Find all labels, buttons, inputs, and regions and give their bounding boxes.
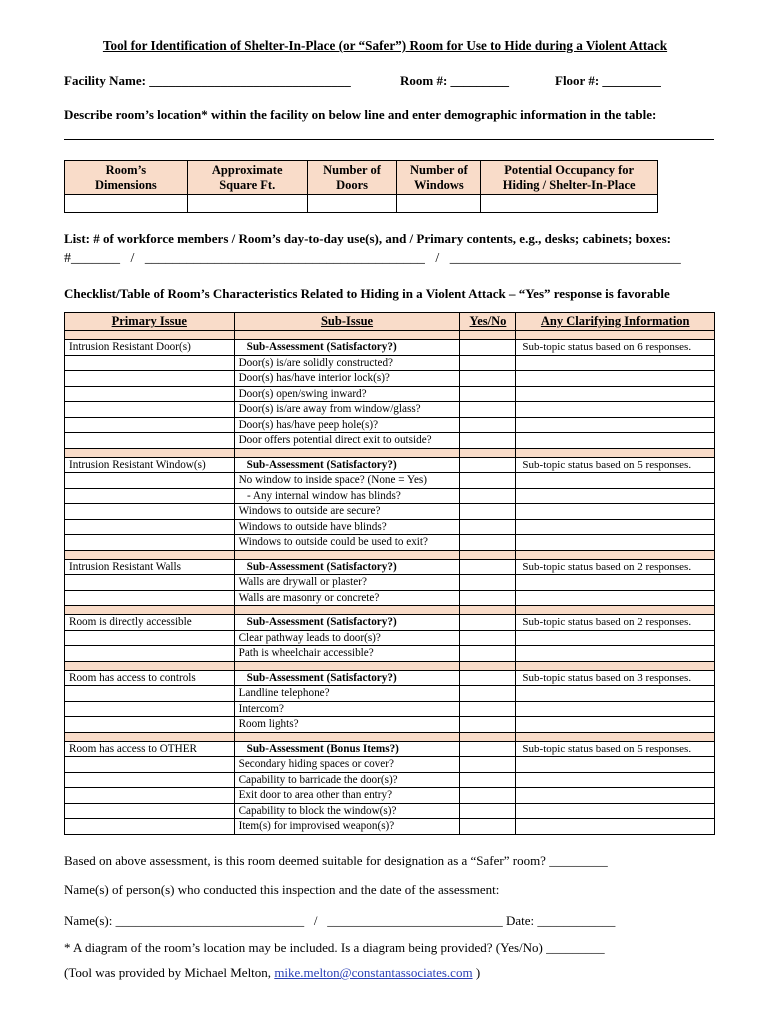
yes-no-cell[interactable]: [460, 559, 516, 575]
yes-no-cell[interactable]: [460, 488, 516, 504]
separator-cell: [460, 606, 516, 615]
primary-issue-cell: [65, 590, 235, 606]
yes-no-cell[interactable]: [460, 646, 516, 662]
demo-header-cell: Approximate Square Ft.: [187, 161, 307, 195]
demo-header-cell: Room’s Dimensions: [65, 161, 188, 195]
yes-no-cell[interactable]: [460, 417, 516, 433]
clarifying-info-cell[interactable]: [516, 355, 715, 371]
primary-issue-cell: [65, 473, 235, 489]
sub-issue-cell: Door offers potential direct exit to outside?: [234, 433, 460, 449]
diagram-question[interactable]: * A diagram of the room’s location may be included. Is a diagram being provided? (Yes/No) _________: [64, 940, 605, 955]
yes-no-cell[interactable]: [460, 355, 516, 371]
separator-cell: [65, 732, 235, 741]
separator-cell: [65, 550, 235, 559]
suitability-question[interactable]: Based on above assessment, is this room deemed suitable for designation as a “Safer” room? _________: [64, 853, 608, 868]
separator-cell: [234, 606, 460, 615]
clarifying-info-cell[interactable]: [516, 473, 715, 489]
clarifying-info-cell[interactable]: [516, 519, 715, 535]
clarifying-info-cell[interactable]: [516, 757, 715, 773]
checklist-table: [64, 312, 715, 835]
yes-no-cell[interactable]: [460, 433, 516, 449]
primary-issue-cell: Room has access to OTHER: [65, 741, 235, 757]
primary-issue-cell: [65, 757, 235, 773]
yes-no-cell[interactable]: [460, 457, 516, 473]
sub-issue-cell: Clear pathway leads to door(s)?: [234, 630, 460, 646]
yes-no-cell[interactable]: [460, 717, 516, 733]
yes-no-cell[interactable]: [460, 386, 516, 402]
primary-issue-cell: Intrusion Resistant Door(s): [65, 340, 235, 356]
primary-issue-cell: [65, 504, 235, 520]
checklist-header-cell: Yes/No: [460, 313, 516, 331]
yes-no-cell[interactable]: [460, 819, 516, 835]
yes-no-cell[interactable]: [460, 590, 516, 606]
sub-assessment-cell: Sub-Assessment (Bonus Items?): [234, 741, 460, 757]
floor-number-field[interactable]: Floor #: _________: [555, 73, 661, 88]
primary-issue-cell: [65, 575, 235, 591]
checklist-header-cell: Any Clarifying Information: [516, 313, 715, 331]
separator-cell: [234, 732, 460, 741]
sub-issue-cell: Exit door to area other than entry?: [234, 788, 460, 804]
clarifying-info-cell[interactable]: [516, 819, 715, 835]
sub-issue-cell: No window to inside space? (None = Yes): [234, 473, 460, 489]
clarifying-info-cell: Sub-topic status based on 3 responses.: [516, 670, 715, 686]
sub-assessment-cell: Sub-Assessment (Satisfactory?): [234, 340, 460, 356]
location-line[interactable]: [64, 139, 714, 140]
occupancy-cell[interactable]: [481, 195, 658, 213]
primary-issue-cell: [65, 386, 235, 402]
checklist-header-cell: Sub-Issue: [234, 313, 460, 331]
primary-issue-cell: [65, 717, 235, 733]
sub-issue-cell: - Any internal window has blinds?: [234, 488, 460, 504]
clarifying-info-cell[interactable]: [516, 803, 715, 819]
separator-cell: [65, 448, 235, 457]
yes-no-cell[interactable]: [460, 686, 516, 702]
separator-cell: [460, 732, 516, 741]
demo-header-cell: Number of Doors: [307, 161, 397, 195]
sub-issue-cell: Door(s) open/swing inward?: [234, 386, 460, 402]
inspector-prompt: Name(s) of person(s) who conducted this inspection and the date of the assessment:: [64, 882, 500, 897]
primary-issue-cell: [65, 630, 235, 646]
clarifying-info-cell[interactable]: [516, 417, 715, 433]
primary-issue-cell: Room has access to controls: [65, 670, 235, 686]
credit-close: ): [472, 965, 481, 980]
primary-issue-cell: [65, 433, 235, 449]
sub-issue-cell: Capability to block the window(s)?: [234, 803, 460, 819]
primary-issue-cell: [65, 519, 235, 535]
email-link[interactable]: mike.melton@constantassociates.com: [274, 965, 473, 980]
clarifying-info-cell[interactable]: [516, 575, 715, 591]
primary-issue-cell: [65, 646, 235, 662]
clarifying-info-cell[interactable]: [516, 504, 715, 520]
clarifying-info-cell[interactable]: [516, 788, 715, 804]
clarifying-info-cell[interactable]: [516, 772, 715, 788]
describe-instruction: Describe room’s location* within the facility on below line and enter demographic information in the table:: [64, 107, 657, 122]
separator-cell: [460, 550, 516, 559]
yes-no-cell[interactable]: [460, 788, 516, 804]
sub-issue-cell: Intercom?: [234, 701, 460, 717]
clarifying-info-cell: Sub-topic status based on 2 responses.: [516, 615, 715, 631]
separator-cell: [516, 606, 715, 615]
primary-issue-cell: [65, 701, 235, 717]
primary-issue-cell: [65, 772, 235, 788]
yes-no-cell[interactable]: [460, 473, 516, 489]
names-date-line[interactable]: Name(s): _____________________________ / ___________________________ Date: ____________: [64, 913, 616, 928]
clarifying-info-cell[interactable]: [516, 402, 715, 418]
yes-no-cell[interactable]: [460, 772, 516, 788]
separator-cell: [460, 661, 516, 670]
clarifying-info-cell: Sub-topic status based on 2 responses.: [516, 559, 715, 575]
separator-cell: [234, 448, 460, 457]
list-fill-line[interactable]: #_______ / ________________________________________ / _________________________________: [64, 251, 681, 266]
clarifying-info-cell: Sub-topic status based on 6 responses.: [516, 340, 715, 356]
doors-cell[interactable]: [307, 195, 397, 213]
clarifying-info-cell[interactable]: [516, 386, 715, 402]
sub-assessment-cell: Sub-Assessment (Satisfactory?): [234, 457, 460, 473]
sub-issue-cell: Door(s) has/have interior lock(s)?: [234, 371, 460, 387]
separator-cell: [65, 661, 235, 670]
sub-issue-cell: Room lights?: [234, 717, 460, 733]
sub-issue-cell: Secondary hiding spaces or cover?: [234, 757, 460, 773]
separator-cell: [234, 661, 460, 670]
yes-no-cell[interactable]: [460, 757, 516, 773]
clarifying-info-cell[interactable]: [516, 535, 715, 551]
checklist-header-cell: Primary Issue: [65, 313, 235, 331]
room-number-field[interactable]: Room #: _________: [400, 73, 510, 88]
yes-no-cell[interactable]: [460, 519, 516, 535]
separator-cell: [234, 550, 460, 559]
sub-issue-cell: Walls are masonry or concrete?: [234, 590, 460, 606]
sub-issue-cell: Windows to outside could be used to exit?: [234, 535, 460, 551]
separator-cell: [516, 448, 715, 457]
yes-no-cell[interactable]: [460, 803, 516, 819]
demographic-table: [64, 160, 658, 213]
demo-header-cell: Potential Occupancy for Hiding / Shelter-In-Place: [481, 161, 658, 195]
yes-no-cell[interactable]: [460, 575, 516, 591]
clarifying-info-cell[interactable]: [516, 630, 715, 646]
primary-issue-cell: [65, 488, 235, 504]
sub-assessment-cell: Sub-Assessment (Satisfactory?): [234, 559, 460, 575]
checklist-title: Checklist/Table of Room’s Characteristics Related to Hiding in a Violent Attack – “Yes” response is favorable: [64, 286, 670, 301]
yes-no-cell[interactable]: [460, 340, 516, 356]
primary-issue-cell: Room is directly accessible: [65, 615, 235, 631]
demo-header-cell: Number of Windows: [397, 161, 481, 195]
sub-issue-cell: Walls are drywall or plaster?: [234, 575, 460, 591]
yes-no-cell[interactable]: [460, 630, 516, 646]
primary-issue-cell: [65, 686, 235, 702]
credit-line: [64, 965, 480, 981]
primary-issue-cell: [65, 417, 235, 433]
clarifying-info-cell[interactable]: [516, 646, 715, 662]
sub-issue-cell: Door(s) is/are away from window/glass?: [234, 402, 460, 418]
sub-issue-cell: Capability to barricade the door(s)?: [234, 772, 460, 788]
sub-issue-cell: Windows to outside have blinds?: [234, 519, 460, 535]
yes-no-cell[interactable]: [460, 701, 516, 717]
clarifying-info-cell[interactable]: [516, 590, 715, 606]
primary-issue-cell: [65, 402, 235, 418]
sub-issue-cell: Item(s) for improvised weapon(s)?: [234, 819, 460, 835]
primary-issue-cell: [65, 371, 235, 387]
dimensions-cell[interactable]: [65, 195, 188, 213]
sub-assessment-cell: Sub-Assessment (Satisfactory?): [234, 615, 460, 631]
primary-issue-cell: Intrusion Resistant Walls: [65, 559, 235, 575]
primary-issue-cell: [65, 788, 235, 804]
sub-issue-cell: Windows to outside are secure?: [234, 504, 460, 520]
clarifying-info-cell: Sub-topic status based on 5 responses.: [516, 741, 715, 757]
separator-cell: [460, 448, 516, 457]
sub-issue-cell: Door(s) is/are solidly constructed?: [234, 355, 460, 371]
primary-issue-cell: [65, 803, 235, 819]
windows-cell[interactable]: [397, 195, 481, 213]
clarifying-info-cell[interactable]: [516, 371, 715, 387]
primary-issue-cell: Intrusion Resistant Window(s): [65, 457, 235, 473]
square-ft-cell[interactable]: [187, 195, 307, 213]
yes-no-cell[interactable]: [460, 402, 516, 418]
clarifying-info-cell[interactable]: [516, 717, 715, 733]
facility-name-field[interactable]: Facility Name: _______________________________: [64, 73, 351, 88]
separator-cell: [516, 732, 715, 741]
sub-issue-cell: Landline telephone?: [234, 686, 460, 702]
clarifying-info-cell: Sub-topic status based on 5 responses.: [516, 457, 715, 473]
clarifying-info-cell[interactable]: [516, 488, 715, 504]
yes-no-cell[interactable]: [460, 670, 516, 686]
primary-issue-cell: [65, 819, 235, 835]
separator-cell: [516, 661, 715, 670]
clarifying-info-cell[interactable]: [516, 433, 715, 449]
list-instruction: List: # of workforce members / Room’s day-to-day use(s), and / Primary contents, e.g., desks; cabinets; boxes:: [64, 231, 671, 246]
yes-no-cell[interactable]: [460, 615, 516, 631]
clarifying-info-cell[interactable]: [516, 686, 715, 702]
separator-cell: [516, 550, 715, 559]
primary-issue-cell: [65, 355, 235, 371]
separator-cell: [65, 331, 235, 340]
yes-no-cell[interactable]: [460, 504, 516, 520]
sub-assessment-cell: Sub-Assessment (Satisfactory?): [234, 670, 460, 686]
sub-issue-cell: Path is wheelchair accessible?: [234, 646, 460, 662]
separator-cell: [460, 331, 516, 340]
yes-no-cell[interactable]: [460, 535, 516, 551]
credit-text: (Tool was provided by Michael Melton,: [64, 965, 275, 980]
sub-issue-cell: Door(s) has/have peep hole(s)?: [234, 417, 460, 433]
separator-cell: [516, 331, 715, 340]
separator-cell: [65, 606, 235, 615]
yes-no-cell[interactable]: [460, 741, 516, 757]
form-title: Tool for Identification of Shelter-In-Place (or “Safer”) Room for Use to Hide during a Violent Attack: [102, 38, 668, 53]
yes-no-cell[interactable]: [460, 371, 516, 387]
separator-cell: [234, 331, 460, 340]
clarifying-info-cell[interactable]: [516, 701, 715, 717]
primary-issue-cell: [65, 535, 235, 551]
